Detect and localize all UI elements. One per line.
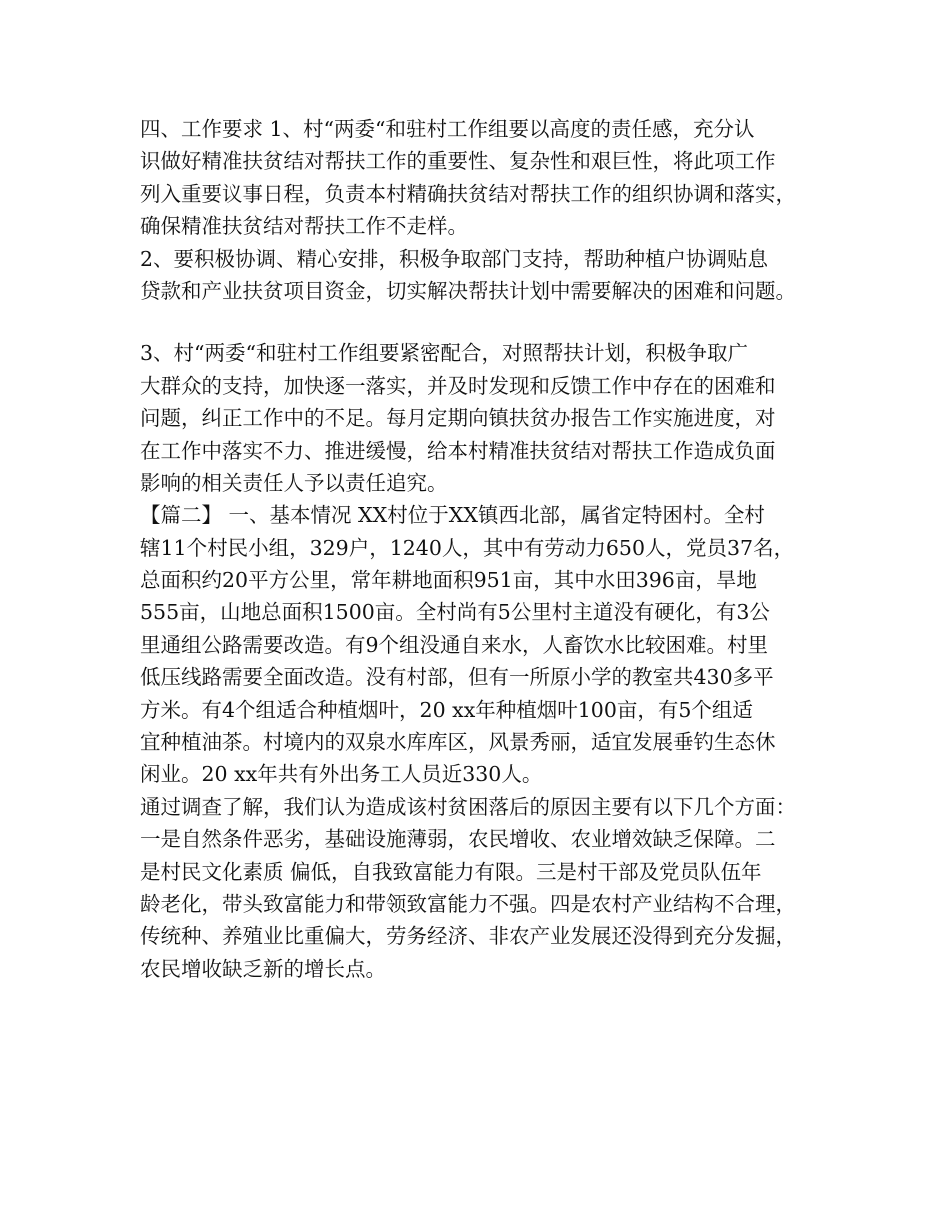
text-line: 里通组公路需要改造。有9个组没通自来水，人畜饮水比较困难。村里	[140, 632, 769, 657]
text-line: 闲业。20 xx年共有外出务工人员近330人。	[140, 762, 543, 787]
text-line: 一是自然条件恶劣，基础设施薄弱，农民增收、农业增效缺乏保障。二	[140, 827, 776, 852]
document-body	[140, 113, 840, 985]
text-line: 传统种、养殖业比重偏大，劳务经济、非农产业发展还没得到充分发掘，	[140, 924, 796, 949]
text-line: 识做好精准扶贫结对帮扶工作的重要性、复杂性和艰巨性，将此项工作	[140, 149, 776, 174]
paragraph-gap	[140, 307, 840, 337]
text-line: 确保精准扶贫结对帮扶工作不走样。	[140, 214, 468, 239]
text-line: 低压线路需要全面改造。没有村部，但有一所原小学的教室共430多平	[140, 665, 774, 690]
text-line: 龄老化，带头致富能力和带领致富能力不强。四是农村产业结构不合理，	[140, 891, 796, 916]
text-line: 方米。有4个组适合种植烟叶，20 xx年种植烟叶100亩，有5个组适	[140, 697, 753, 722]
text-line: 农民增收缺乏新的增长点。	[140, 956, 386, 981]
text-line: 辖11个村民小组，329户，1240人，其中有劳动力650人，党员37名，	[140, 535, 795, 560]
text-line: 总面积约20平方公里，常年耕地面积951亩，其中水田396亩，旱地	[140, 568, 757, 593]
text-line: 在工作中落实不力、推进缓慢，给本村精准扶贫结对帮扶工作造成负面	[140, 438, 776, 463]
text-line: 通过调查了解，我们认为造成该村贫困落后的原因主要有以下几个方面：	[140, 794, 796, 819]
block-work-requirements	[140, 113, 840, 307]
text-line: 是村民文化素质 偏低，自我致富能力有限。三是村干部及党员队伍年	[140, 859, 762, 884]
text-line: 555亩，山地总面积1500亩。全村尚有5公里村主道没有硬化，有3公	[140, 600, 770, 625]
text-line: 列入重要议事日程，负责本村精确扶贫结对帮扶工作的组织协调和落实，	[140, 181, 796, 206]
text-line: 问题，纠正工作中的不足。每月定期向镇扶贫办报告工作实施进度，对	[140, 406, 776, 431]
text-line: 贷款和产业扶贫项目资金，切实解决帮扶计划中需要解决的困难和问题。	[140, 278, 796, 303]
text-line: 影响的相关责任人予以责任追究。	[140, 470, 448, 495]
section-heading-line: 【篇二】 一、基本情况 XX村位于XX镇西北部，属省定特困村。全村	[140, 503, 765, 528]
text-line: 2、要积极协调、精心安排，积极争取部门支持，帮助种植户协调贴息	[140, 246, 769, 271]
text-line: 大群众的支持，加快逐一落实，并及时发现和反馈工作中存在的困难和	[140, 373, 776, 398]
block-main-text	[140, 337, 840, 985]
text-line: 3、村“两委“和驻村工作组要紧密配合，对照帮扶计划，积极争取广	[140, 341, 749, 366]
text-line: 宜种植油茶。村境内的双泉水库库区，风景秀丽，适宜发展垂钓生态休	[140, 730, 776, 755]
text-line: 四、工作要求 1、村“两委“和驻村工作组要以高度的责任感，充分认	[140, 117, 755, 141]
